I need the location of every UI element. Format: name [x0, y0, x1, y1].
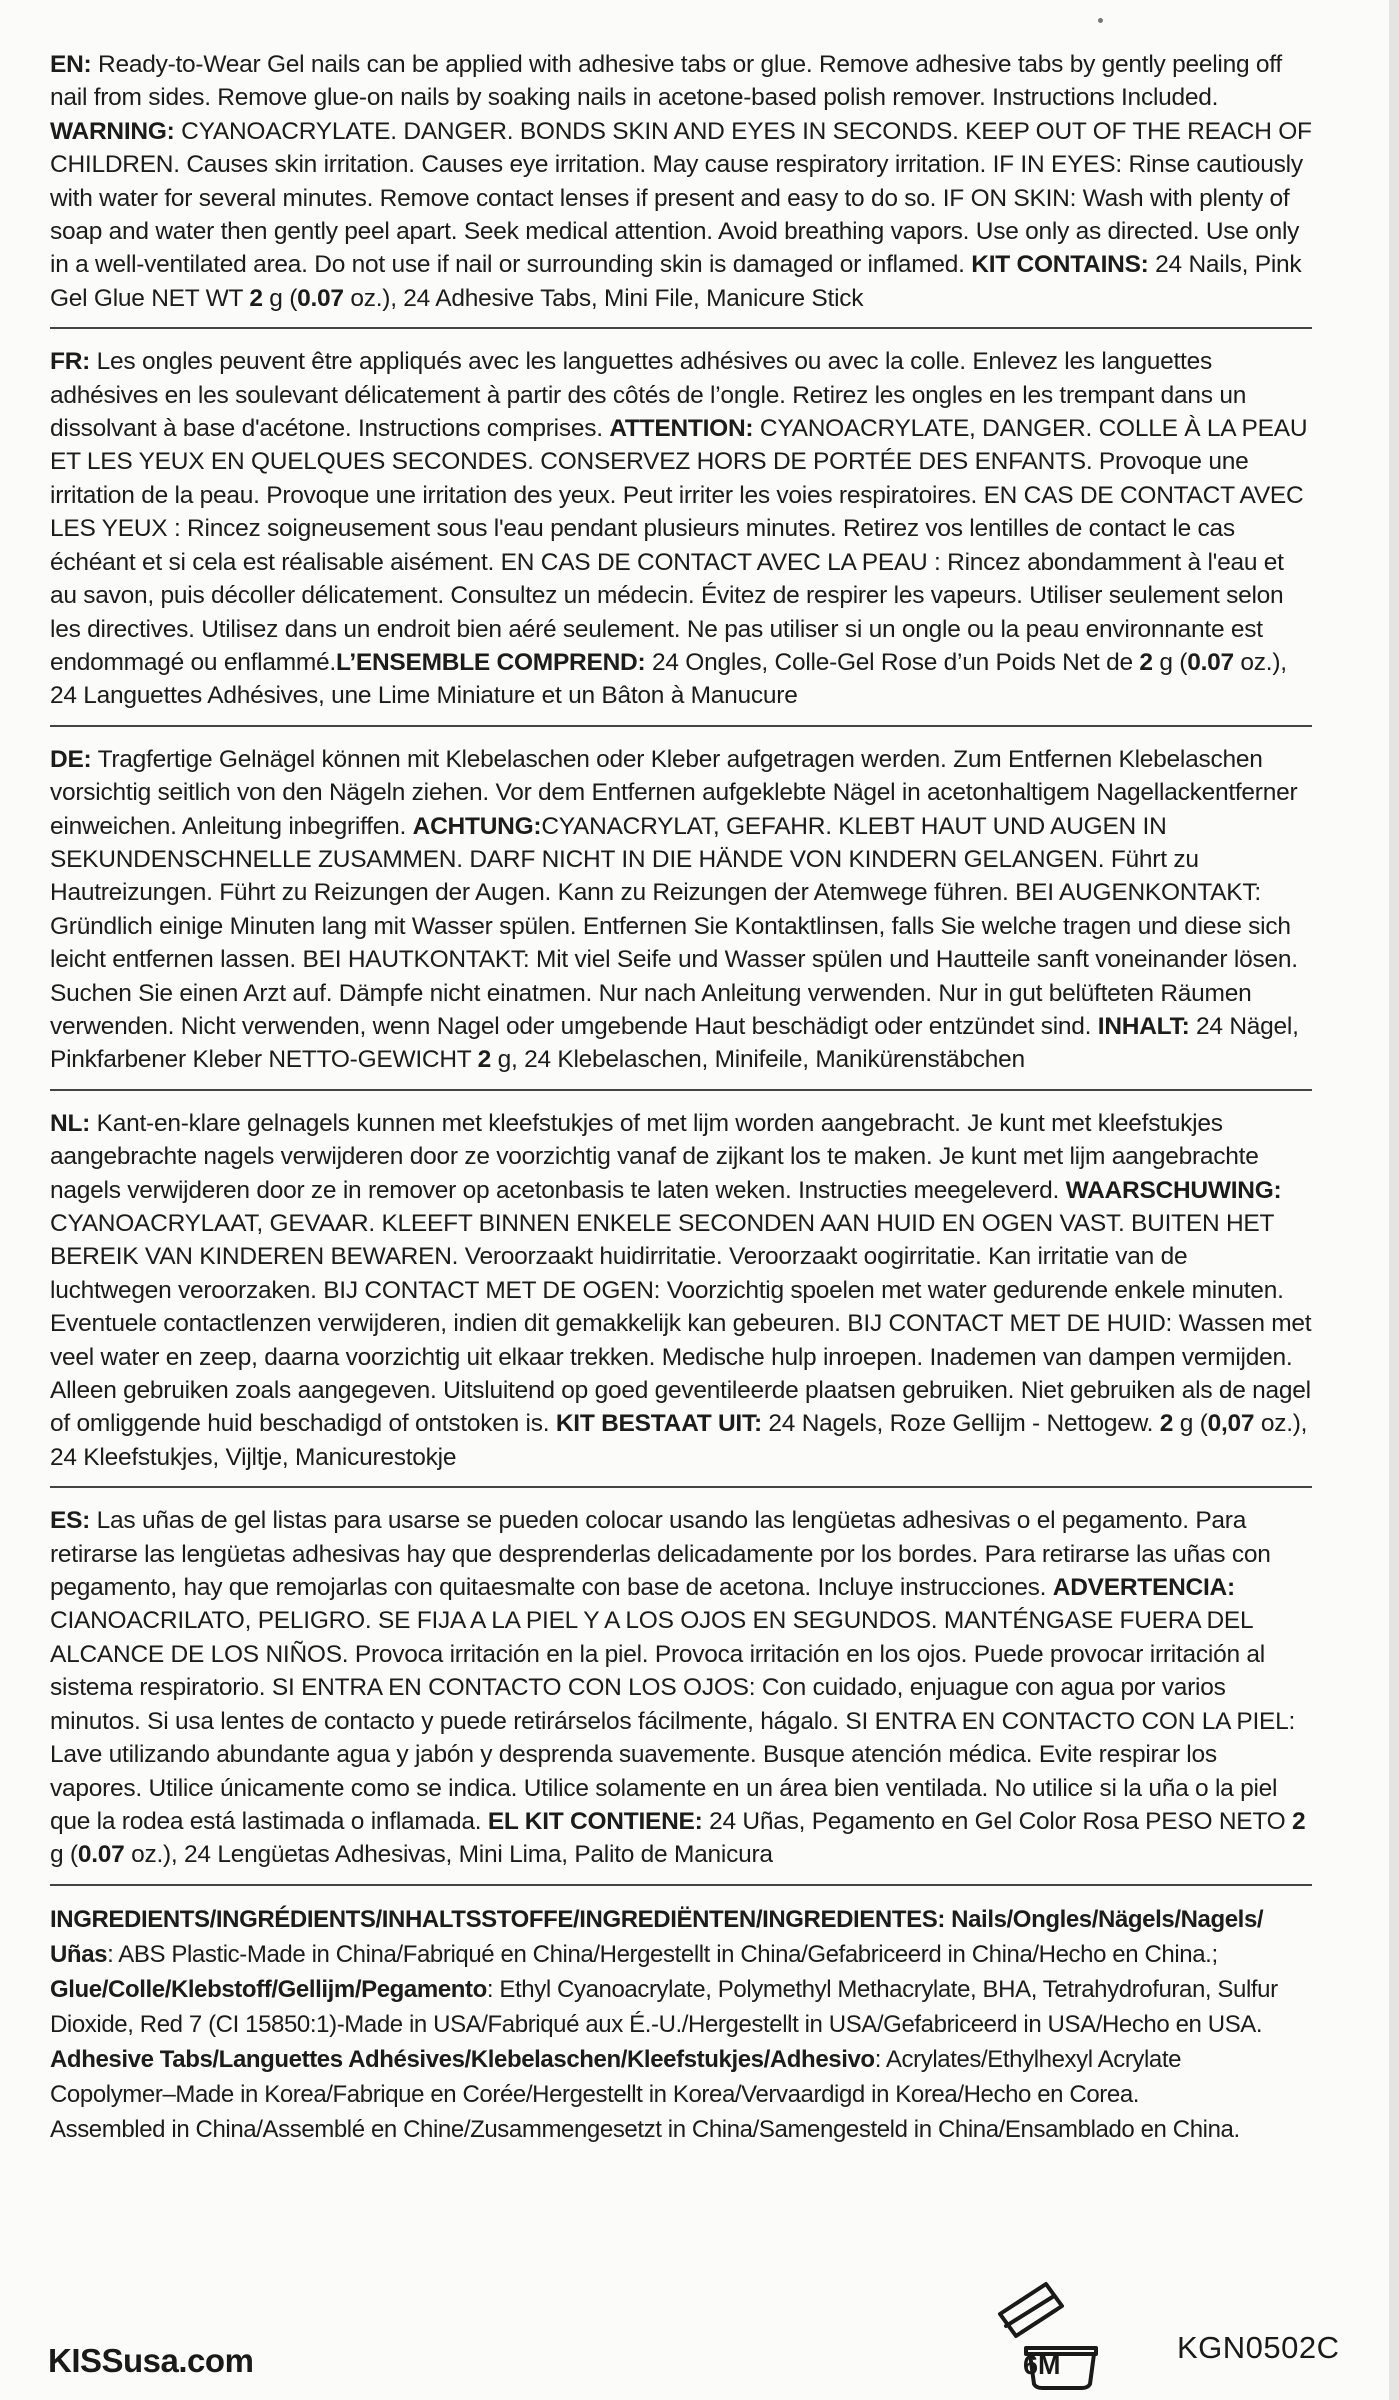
kit-text: g ( — [262, 284, 298, 312]
warning-text: CIANOACRILATO, PELIGRO. SE FIJA A LA PIEL Y A LOS OJOS EN SEGUNDOS. MANTÉNGASE FUERA DEL ALCANCE DE LOS NIÑOS. Provoca irritación en la piel. Provoca irritación en los ojos. Puede provocar irritación al sistema respiratorio. SI ENTRA EN CONTACTO CON LOS OJOS: Con cuidado, enjuague con agua por varios minutos. Si usa lentes de contacto y puede retirárselos fácilmente, hágalo. SI ENTRA EN CONTACTO CON LA PIEL: Lave utilizando abundante agua y jabón y desprenda suavemente. Busque atención médica. Evite respirar los vapores. Utilice únicamente como se indica. Utilice solamente en un área bien ventilada. No utilice si la uña o la piel que la rodea está lastimada o inflamada. — [50, 1607, 1296, 1835]
weight-oz: 0.07 — [77, 1841, 125, 1869]
weight-g: 2 — [1159, 1410, 1174, 1438]
kit-text: 24 Nägel, Pinkfarbener Kleber NETTO-GEWICHT — [50, 1012, 1299, 1074]
weight-g: 2 — [1292, 1807, 1306, 1835]
kit-text: g ( — [50, 1841, 78, 1869]
product-code: KGN0502C — [1177, 2330, 1340, 2365]
kit-label: INHALT: — [1097, 1012, 1190, 1040]
tabs-text: : Acrylates/Ethylhexyl Acrylate Copolymer–Made in Korea/Fabrique en Corée/Hergestellt in Korea/Vervaardigd in Korea/Hecho en Corea. — [50, 2045, 1182, 2108]
pao-label: 6M — [1023, 2350, 1061, 2380]
instructions-text: Ready-to-Wear Gel nails can be applied with adhesive tabs or glue. Remove adhesive tabs by gently peeling off nail from sides. Remove glue-on nails by soaking nails in acetone-based polish remover. Instructions Included. — [50, 51, 1282, 112]
section-nl — [50, 1107, 1312, 1488]
weight-oz: 0,07 — [1207, 1410, 1255, 1438]
kit-text: oz.), 24 Lengüetas Adhesivas, Mini Lima, Palito de Manicura — [124, 1841, 773, 1869]
kit-text: 24 Uñas, Pegamento en Gel Color Rosa PESO NETO — [702, 1807, 1292, 1835]
instructions-text: Kant-en-klare gelnagels kunnen met kleefstukjes of met lijm worden aangebracht. Je kunt met kleefstukjes aangebrachte nagels verwijderen door ze voorzichtig vanaf de zijkant los te maken. Je kunt met lijm aangebrachte nagels verwijderen door ze in remover op acetonbasis te laten weken. Instructies meegeleverd. — [50, 1109, 1259, 1204]
kit-label: KIT CONTAINS: — [971, 251, 1149, 279]
kit-text: oz.), 24 Kleefstukjes, Vijltje, Manicurestokje — [50, 1410, 1308, 1471]
ingredients-nails — [50, 1902, 1312, 1972]
kit-label: EL KIT CONTIENE: — [487, 1807, 703, 1835]
kit-text: g ( — [1173, 1410, 1208, 1438]
weight-oz: 0.07 — [1187, 648, 1234, 676]
lang-code: DE: — [50, 745, 92, 773]
warning-label: ATTENTION: — [609, 415, 754, 443]
label-text — [50, 48, 1312, 2175]
section-es — [50, 1504, 1312, 1885]
weight-g: 2 — [1139, 648, 1153, 676]
website-url: KISSusa.com — [48, 2342, 254, 2379]
lang-code: EN: — [50, 51, 92, 78]
section-en — [50, 48, 1312, 329]
weight-g: 2 — [249, 284, 263, 312]
lang-code: ES: — [50, 1507, 91, 1535]
warning-label: ACHTUNG: — [412, 812, 542, 840]
warning-text: CYANOACRYLATE. DANGER. BONDS SKIN AND EYES IN SECONDS. KEEP OUT OF THE REACH OF CHILDREN. Causes skin irritation. Causes eye irritation. May cause respiratory irritation. IF IN EYES: Rinse cautiously with water for several minutes. Remove contact lenses if present and easy to do so. IF ON SKIN: Wash with plenty of soap and water then gently peel apart. Seek medical attention. Avoid breathing vapors. Use only as directed. Use only in a well-ventilated area. Do not use if nail or surrounding skin is damaged or inflamed. — [50, 117, 1312, 279]
print-speck — [1098, 18, 1103, 23]
warning-label: WAARSCHUWING: — [1065, 1176, 1282, 1204]
assembled-text: Assembled in China/Assemblé en Chine/Zusammengesetzt in China/Samengesteld in China/Ensamblado en China. — [50, 2115, 1240, 2143]
instructions-text: Tragfertige Gelnägel können mit Klebelaschen oder Kleber aufgetragen werden. Zum Entfernen Klebelaschen vorsichtig seitlich von den Nägeln ziehen. Vor dem Entfernen aufgeklebte Nägel in acetonhaltigem Nagellackentferner einweichen. Anleitung inbegriffen. — [50, 745, 1298, 840]
weight-oz: 0.07 — [297, 284, 344, 312]
weight-g: 2 — [477, 1046, 492, 1074]
kit-label: KIT BESTAAT UIT: — [555, 1410, 762, 1438]
instructions-text: Les ongles peuvent être appliqués avec les languettes adhésives ou avec la colle. Enlevez les languettes adhésives en les soulevant délicatement à partir des côtés de l’ongle. Retirez les ongles en les trempant dans un dissolvant à base d'acétone. Instructions comprises. — [50, 348, 1247, 443]
lang-code: FR: — [50, 348, 91, 376]
ingredients-glue — [50, 1972, 1312, 2042]
kit-text: oz.), 24 Adhesive Tabs, Mini File, Manicure Stick — [343, 284, 864, 312]
kit-text: 24 Nails, Pink Gel Glue NET WT — [50, 251, 1302, 312]
warning-text: CYANOACRYLATE, DANGER. COLLE À LA PEAU ET LES YEUX EN QUELQUES SECONDES. CONSERVEZ HORS DE PORTÉE DES ENFANTS. Provoque une irritation de la peau. Provoque une irritation des yeux. Peut irriter les voies respiratoires. EN CAS DE CONTACT AVEC LES YEUX : Rincez soigneusement sous l'eau pendant plusieurs minutes. Retirez vos lentilles de contact le cas échéant et si cela est réalisable aisément. EN CAS DE CONTACT AVEC LA PEAU : Rincez abondamment à l'eau et au savon, puis décoller délicatement. Consultez un médecin. Évitez de respirer les vapeurs. Utiliser seulement selon les directives. Utilisez dans un endroit bien aéré seulement. Ne pas utiliser si un ongle ou la peau environnante est endommagé ou enflammé. — [50, 415, 1308, 676]
warning-label: WARNING: — [50, 117, 175, 145]
ingredients-heading: INGREDIENTS/INGRÉDIENTS/INHALTSSTOFFE/INGREDIËNTEN/INGREDIENTES: Nails/Ongles/Nägels/Nagels/ Uñas — [50, 1905, 1264, 1968]
kit-text: g, 24 Klebelaschen, Minifeile, Manikürenstäbchen — [491, 1046, 1025, 1074]
ingredients-section — [50, 1902, 1312, 2159]
kit-text: 24 Nagels, Roze Gellijm - Nettogew. — [761, 1410, 1160, 1438]
section-de — [50, 743, 1312, 1091]
kit-label: L’ENSEMBLE COMPREND: — [335, 648, 646, 676]
kit-text: g ( — [1152, 648, 1188, 676]
instructions-text: Las uñas de gel listas para usarse se pueden colocar usando las lengüetas adhesivas o el pegamento. Para retirarse las lengüetas adhesivas hay que desprenderlas delicadamente por los bordes. Para retirarse las uñas con pegamento, hay que remojarlas con quitaesmalte con base de acetona. Incluye instrucciones. — [50, 1507, 1271, 1602]
section-fr — [50, 345, 1312, 726]
warning-label: ADVERTENCIA: — [1052, 1574, 1235, 1602]
tabs-label: Adhesive Tabs/Languettes Adhésives/Klebelaschen/Kleefstukjes/Adhesivo — [50, 2045, 875, 2073]
kit-text: 24 Ongles, Colle-Gel Rose d’un Poids Net de — [645, 648, 1140, 676]
glue-text: : Ethyl Cyanoacrylate, Polymethyl Methacrylate, BHA, Tetrahydrofuran, Sulfur Dioxide, Red 7 (CI 15850:1)-Made in USA/Fabriqué aux É.-U./Hergestellt in USA/Gefabriceerd in USA/Hecho en USA. — [50, 1975, 1278, 2038]
warning-text: CYANOACRYLAAT, GEVAAR. KLEEFT BINNEN ENKELE SECONDEN AAN HUID EN OGEN VAST. BUITEN HET BEREIK VAN KINDEREN BEWAREN. Veroorzaakt huidirritatie. Veroorzaakt oogirritatie. Kan irritatie van de luchtwegen veroorzaken. BIJ CONTACT MET DE OGEN: Voorzichtig spoelen met water gedurende enkele minuten. Eventuele contactlenzen verwijderen, indien dit gemakkelijk kan gebeuren. BIJ CONTACT MET DE HUID: Wassen met veel water en zeep, daarna voorzichtig uit elkaar trekken. Medische hulp inroepen. Inademen van dampen vermijden. Alleen gebruiken zoals aangegeven. Uitsluitend op goed geventileerde plaatsen gebruiken. Niet gebruiken als de nagel of omliggende huid beschadigd of ontstoken is. — [50, 1210, 1312, 1438]
kit-text: oz.), 24 Languettes Adhésives, une Lime Miniature et un Bâton à Manucure — [50, 648, 1287, 710]
warning-text: CYANACRYLAT, GEFAHR. KLEBT HAUT UND AUGEN IN SEKUNDENSCHNELLE ZUSAMMEN. DARF NICHT IN DIE HÄNDE VON KINDERN GELANGEN. Führt zu Hautreizungen. Führt zu Reizungen der Augen. Kann zu Reizungen der Atemwege führen. BEI AUGENKONTAKT: Gründlich einige Minuten lang mit Wasser spülen. Entfernen Sie Kontaktlinsen, falls Sie welche tragen und diese sich leicht entfernen lassen. BEI HAUTKONTAKT: Mit viel Seife und Wasser spülen und Hautteile sanft voneinander lösen. Suchen Sie einen Arzt auf. Dämpfe nicht einatmen. Nur nach Anleitung verwenden. Nur in gut belüfteten Räumen verwenden. Nicht verwenden, wenn Nagel oder umgebende Haut beschädigt oder entzündet sind. — [50, 812, 1298, 1040]
ingredients-tabs — [50, 2042, 1312, 2112]
nails-text: : ABS Plastic-Made in China/Fabriqué en China/Hergestellt in China/Gefabriceerd in China/Hecho en China.; — [107, 1940, 1218, 1968]
glue-label: Glue/Colle/Klebstoff/Gellijm/Pegamento — [50, 1975, 487, 2003]
lang-code: NL: — [50, 1109, 91, 1137]
